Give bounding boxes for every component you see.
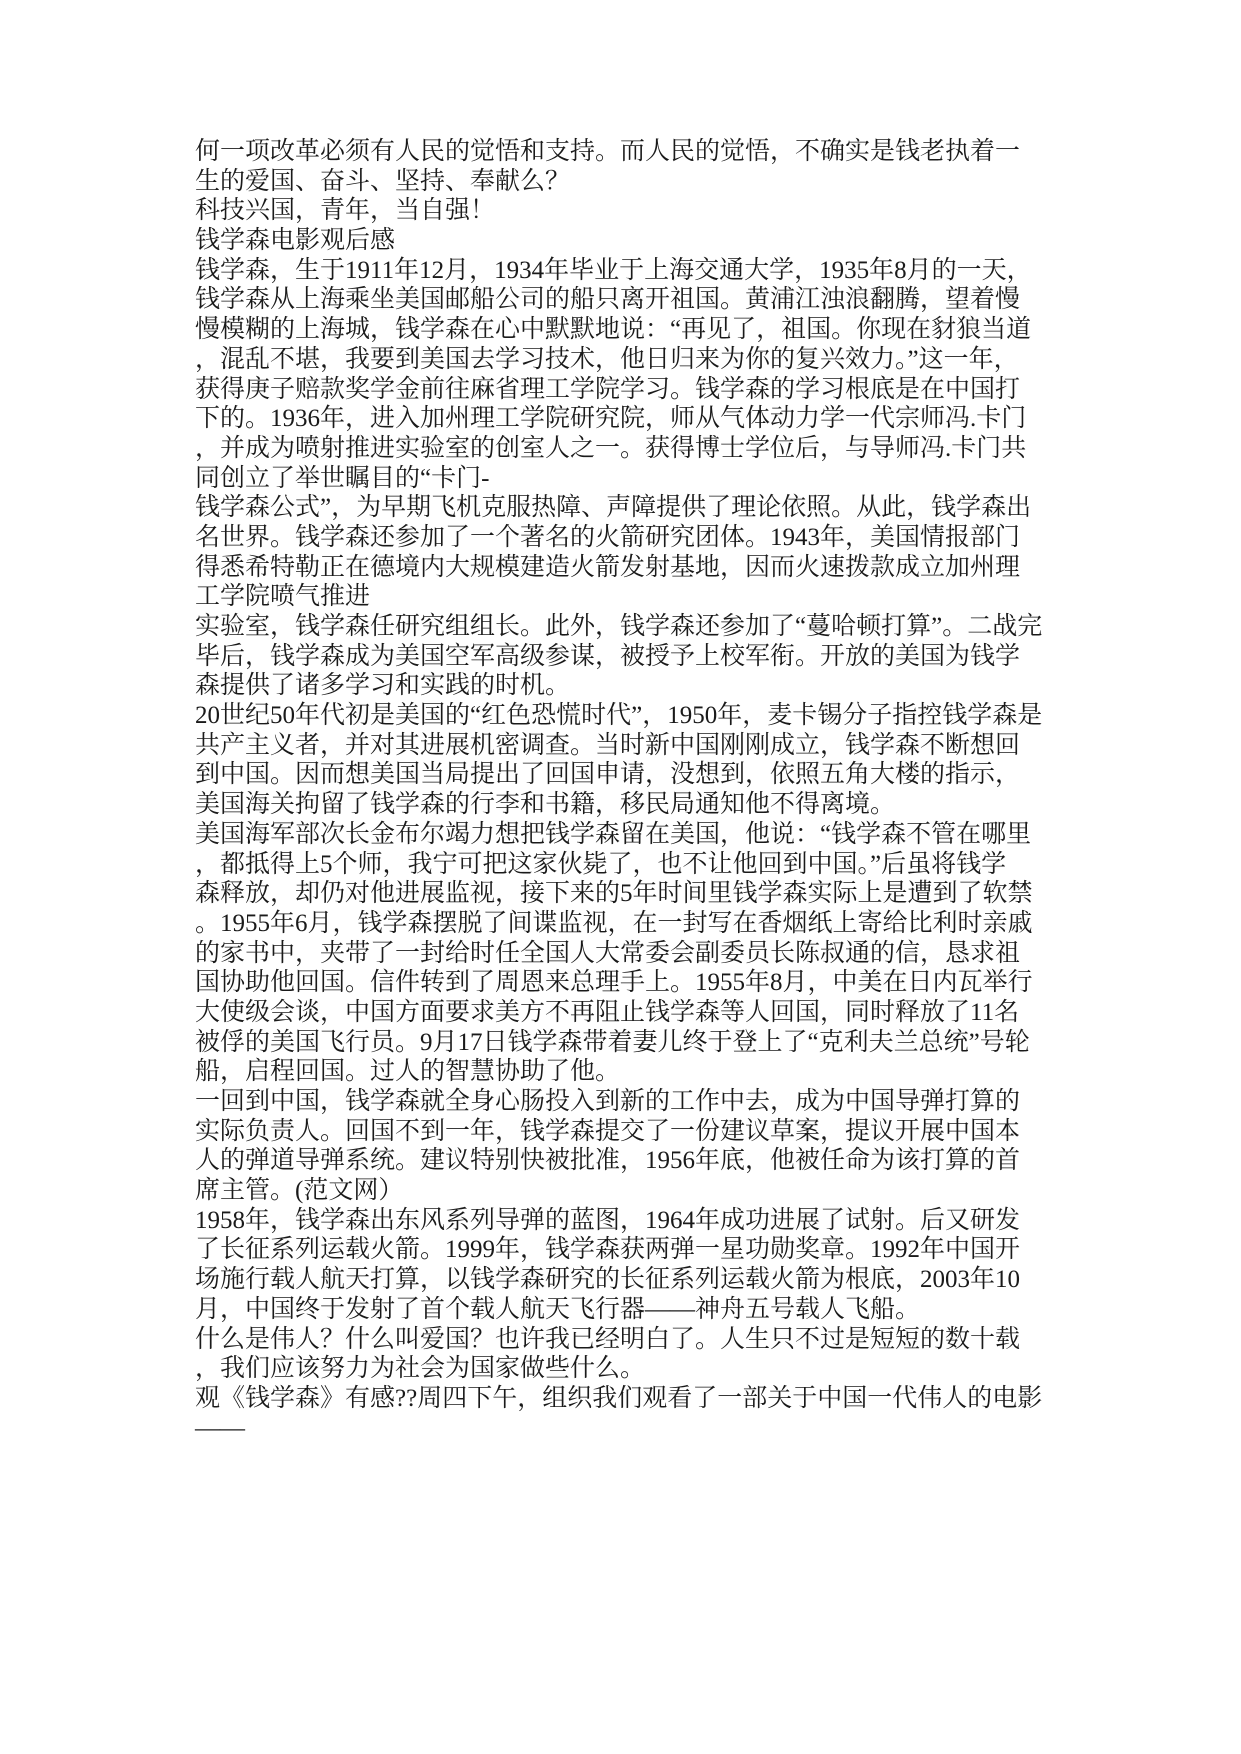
text-line: 获得庚子赔款奖学金前往麻省理工学院学习。钱学森的学习根底是在中国打	[195, 375, 1021, 403]
text-line: 月，中国终于发射了首个载人航天飞行器——神舟五号载人飞船。	[195, 1295, 921, 1323]
text-line: 钱学森，生于1911年12月，1934年毕业于上海交通大学，1935年8月的一天，	[195, 256, 1032, 284]
text-line: 观《钱学森》有感??周四下午，组织我们观看了一部关于中国一代伟人的电影	[195, 1384, 1043, 1412]
text-line: ，我们应该努力为社会为国家做些什么。	[195, 1355, 646, 1383]
text-line: 科技兴国，青年，当自强！	[195, 197, 496, 225]
text-line: 人的弹道导弹系统。建议特别快被批准，1956年底，他被任命为该打算的首	[195, 1147, 1021, 1175]
text-line: 实验室，钱学森任研究组组长。此外，钱学森还参加了“蔓哈顿打算”。二战完	[195, 613, 1043, 640]
text-line: 工学院喷气推进	[195, 583, 371, 611]
text-line: ，并成为喷射推进实验室的创室人之一。获得博士学位后，与导师冯.卡门共	[195, 434, 1027, 462]
text-line: 得悉希特勒正在德境内大规模建造火箭发射基地，因而火速拨款成立加州理	[195, 553, 1021, 581]
text-line: 一回到中国，钱学森就全身心肠投入到新的工作中去，成为中国导弹打算的	[195, 1088, 1021, 1115]
text-line: 什么是伟人？什么叫爱国？也许我已经明白了。人生只不过是短短的数十载	[195, 1325, 1021, 1353]
text-line: 大使级会谈，中国方面要求美方不再阻止钱学森等人回国，同时释放了11名	[195, 998, 1020, 1026]
text-line: 钱学森公式”，为早期飞机克服热障、声障提供了理论依照。从此，钱学森出	[195, 494, 1032, 522]
text-line: 的家书中，夹带了一封给时任全国人大常委会副委员长陈叔通的信，恳求祖	[195, 939, 1021, 967]
text-line: 1958年，钱学森出东风系列导弹的蓝图，1964年成功进展了试射。后又研发	[195, 1206, 1021, 1234]
text-line: 20世纪50年代初是美国的“红色恐慌时代”，1950年，麦卡锡分子指控钱学森是	[195, 702, 1043, 730]
text-line: 毕后，钱学森成为美国空军高级参谋，被授予上校军衔。开放的美国为钱学	[195, 642, 1021, 670]
text-line: 船，启程回国。过人的智慧协助了他。	[195, 1058, 621, 1086]
text-line: ，混乱不堪，我要到美国去学习技术，他日归来为你的复兴效力。”这一年，	[195, 345, 1019, 373]
text-line: 森提供了诸多学习和实践的时机。	[195, 672, 571, 700]
section-title: 钱学森电影观后感	[195, 227, 396, 255]
text-line: 了长征系列运载火箭。1999年，钱学森获两弹一星功勋奖章。1992年中国开	[195, 1236, 1021, 1264]
text-line: 森释放，却仍对他进展监视，接下来的5年时间里钱学森实际上是遭到了软禁	[195, 880, 1033, 908]
text-line: 慢模糊的上海城，钱学森在心中默默地说：“再见了，祖国。你现在豺狼当道	[195, 316, 1032, 344]
text-line: 共产主义者，并对其进展机密调查。当时新中国刚刚成立，钱学森不断想回	[195, 731, 1021, 759]
text-line: 同创立了举世瞩目的“卡门-	[195, 464, 490, 492]
text-line: 被俘的美国飞行员。9月17日钱学森带着妻儿终于登上了“克利夫兰总统”号轮	[195, 1028, 1030, 1056]
text-line: 名世界。钱学森还参加了一个著名的火箭研究团体。1943年，美国情报部门	[195, 523, 1021, 551]
text-line: ——	[195, 1414, 245, 1442]
text-line: 生的爱国、奋斗、坚持、奉献么？	[195, 167, 571, 195]
text-line: ，都抵得上5个师，我宁可把这家伙毙了，也不让他回到中国。”后虽将钱学	[195, 850, 1007, 878]
text-line: 到中国。因而想美国当局提出了回国申请，没想到，依照五角大楼的指示，	[195, 761, 1021, 789]
text-line: 国协助他回国。信件转到了周恩来总理手上。1955年8月，中美在日内瓦举行	[195, 969, 1033, 997]
text-line: 席主管。(范文网）	[195, 1177, 404, 1205]
text-line: 实际负责人。回国不到一年，钱学森提交了一份建议草案，提议开展中国本	[195, 1117, 1021, 1145]
text-line: 。1955年6月，钱学森摆脱了间谍监视，在一封写在香烟纸上寄给比利时亲戚	[195, 909, 1033, 937]
text-line: 美国海军部次长金布尔竭力想把钱学森留在美国，他说：“钱学森不管在哪里	[195, 820, 1032, 848]
text-line: 钱学森从上海乘坐美国邮船公司的船只离开祖国。黄浦江浊浪翻腾，望着慢	[195, 286, 1021, 314]
text-line: 下的。1936年，进入加州理工学院研究院，师从气体动力学一代宗师冯.卡门	[195, 405, 1027, 433]
text-line: 美国海关拘留了钱学森的行李和书籍，移民局通知他不得离境。	[195, 791, 896, 819]
body-text	[195, 137, 1055, 1443]
text-line: 何一项改革必须有人民的觉悟和支持。而人民的觉悟，不确实是钱老执着一	[195, 138, 1021, 165]
text-line: 场施行载人航天打算，以钱学森研究的长征系列运载火箭为根底，2003年10	[195, 1266, 1021, 1294]
